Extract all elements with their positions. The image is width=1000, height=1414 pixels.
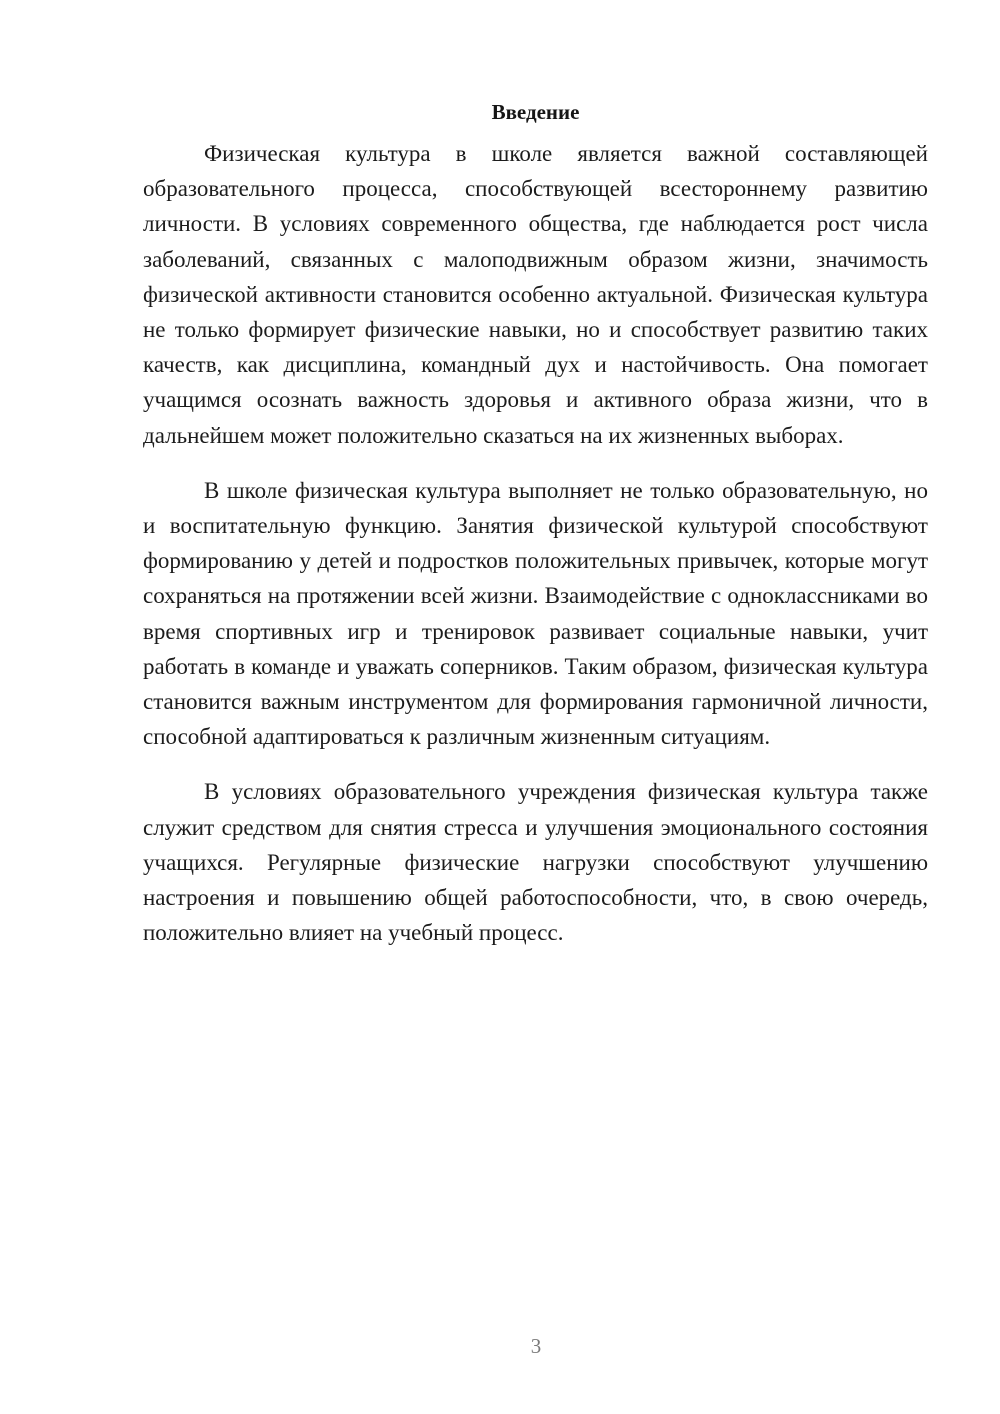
paragraph-2: В школе физическая культура выполняет не только образовательную, но и воспитательную функцию. Занятия физической культурой способствуют формированию у детей и подростков положительных привычек, которые могут сохраняться на протяжении всей жизни. Взаимодействие с одноклассниками во время спортивных игр и тренировок развивает социальные навыки, учит работать в команде и уважать соперников. Таким образом, физическая культура становится важным инструментом для формирования гармоничной личности, способной адаптироваться к различным жизненным ситуациям. <box>143 477 928 750</box>
section-title: Введение <box>491 100 580 124</box>
paragraph-1: Физическая культура в школе является важной составляющей образовательного процесса, способствующей всестороннему развитию личности. В условиях современного общества, где наблюдается рост числа заболеваний, связанных с малоподвижным образом жизни, значимость физической активности становится особенно актуальной. Физическая культура не только формирует физические навыки, но и способствует развитию таких качеств, как дисциплина, командный дух и настойчивость. Она помогает учащимся осознать важность здоровья и активного образа жизни, что в дальнейшем может положительно сказаться на их жизненных выборах. <box>143 141 928 448</box>
paragraph-3: В условиях образовательного учреждения физическая культура также служит средством для снятия стресса и улучшения эмоционального состояния учащихся. Регулярные физические нагрузки способствуют улучшению настроения и повышению общей работоспособности, что, в свою очередь, положительно влияет на учебный процесс. <box>143 779 928 946</box>
page-content <box>143 96 928 970</box>
page-number: 3 <box>530 1334 542 1358</box>
